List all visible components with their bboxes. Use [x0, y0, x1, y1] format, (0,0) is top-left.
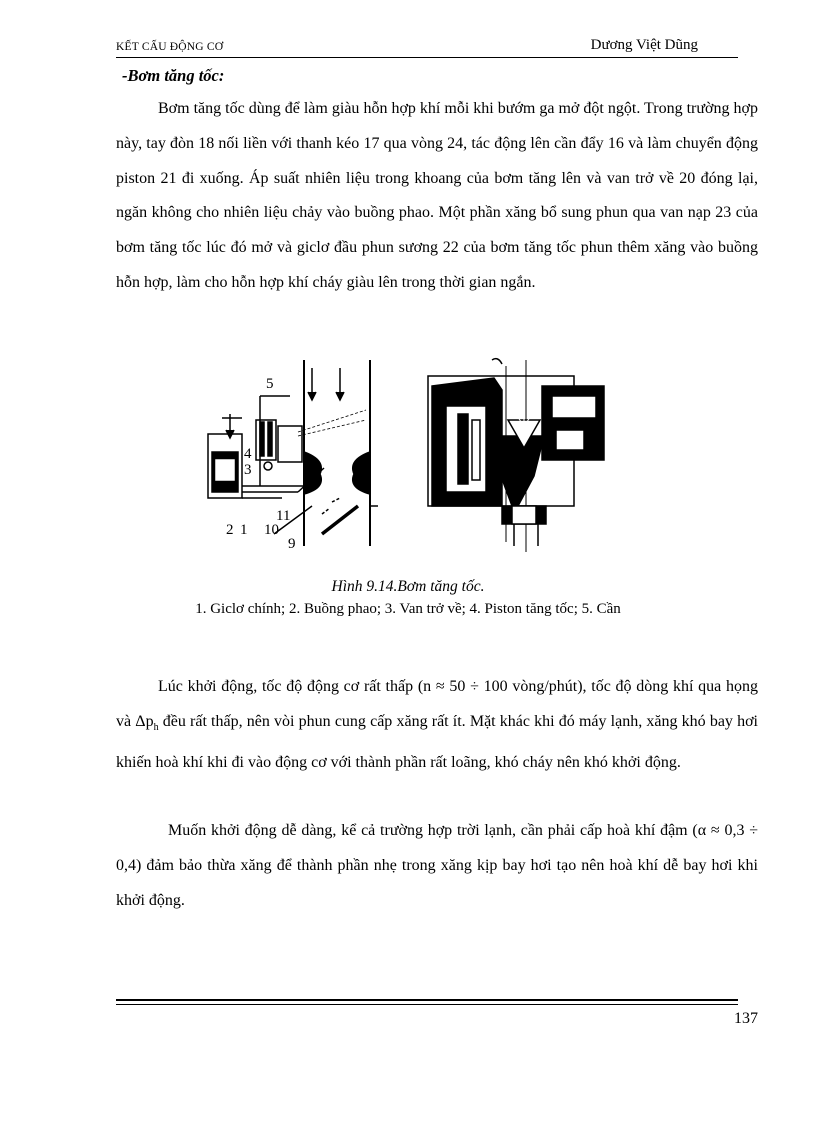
page-header: [116, 36, 738, 58]
pump-cylinder: [278, 426, 302, 462]
venturi-right: [353, 452, 370, 494]
label-9: 9: [288, 536, 296, 552]
pump-piston: [256, 420, 276, 460]
label-2: 2: [226, 522, 234, 538]
page-number: 137: [734, 1010, 758, 1027]
label-4: 4: [244, 446, 252, 462]
label-1: 1: [240, 522, 248, 538]
figure-caption-title: Hình 9.14.Bơm tăng tốc.: [331, 578, 485, 595]
label-10: 10: [264, 522, 279, 538]
figure-accelerator-pump: [202, 356, 606, 556]
carburetor-diagram: [202, 356, 606, 556]
paragraph-cold-start: [116, 670, 758, 781]
label-3: 3: [244, 462, 252, 478]
schematic-left: [208, 360, 378, 546]
paragraph-cold-start-part1: Lúc khởi động, tốc độ động cơ rất thấp (n ≈ 50 ÷ 100 vòng/phút), tốc độ dòng khí qua họng và: [116, 678, 758, 730]
delta-p-symbol: Δp: [135, 712, 154, 730]
label-5: 5: [266, 376, 274, 392]
paragraph-accelerator-pump: Bơm tăng tốc dùng để làm giàu hỗn hợp khí mỗi khi bướm ga mở đột ngột. Trong trường hợp này, tay đòn 18 nối liền với thanh kéo 17 qua vòng 24, tác động lên cần đẩy 16 và làm chuyển động piston 21 đi xuống. Áp suất nhiên liệu trong khoang của bơm tăng lên và van trở về 20 đóng lại, ngăn không cho nhiên liệu chảy vào buồng phao. Một phần xăng bổ sung phun qua van nạp 23 của bơm tăng tốc lúc đó mở và giclơ đầu phun sương 22 của bơm tăng tốc phun thêm xăng vào buồng hỗn hợp, làm cho hỗn hợp khí cháy giàu lên trong thời gian ngắn.: [116, 100, 758, 291]
label-11: 11: [276, 508, 291, 524]
figure-caption-legend: 1. Giclơ chính; 2. Buồng phao; 3. Van trở về; 4. Piston tăng tốc; 5. Cần: [195, 601, 621, 617]
header-rule: [116, 57, 738, 58]
cross-section-right: [428, 359, 604, 552]
check-valve-3: [264, 462, 272, 470]
venturi-body: [498, 436, 544, 506]
footer-rule-thick: [116, 999, 738, 1001]
paragraph-cold-start-part2: đều rất thấp, nên vòi phun cung cấp xăng rất ít. Mặt khác khi đó máy lạnh, xăng khó bay hơi khiến hoà khí khi đi vào động cơ với thành phần rất loãng, khó cháy nên khó khởi động.: [116, 712, 758, 771]
header-book-title: KẾT CẤU ĐỘNG CƠ: [116, 41, 224, 53]
section-title: -Bơm tăng tốc:: [122, 66, 225, 85]
delta-p-subscript: h: [153, 721, 159, 733]
footer-rule-thin: [116, 1004, 738, 1005]
header-author: Dương Việt Dũng: [590, 37, 698, 53]
paragraph-rich-mixture: Muốn khởi động dễ dàng, kể cả trường hợp trời lạnh, cần phải cấp hoà khí đậm (α ≈ 0,3 ÷ 0,4) đảm bảo thừa xăng để thành phần nhẹ trong xăng kịp bay hơi tạo nên hoà khí dễ bay hơi khi khởi động.: [116, 822, 758, 909]
